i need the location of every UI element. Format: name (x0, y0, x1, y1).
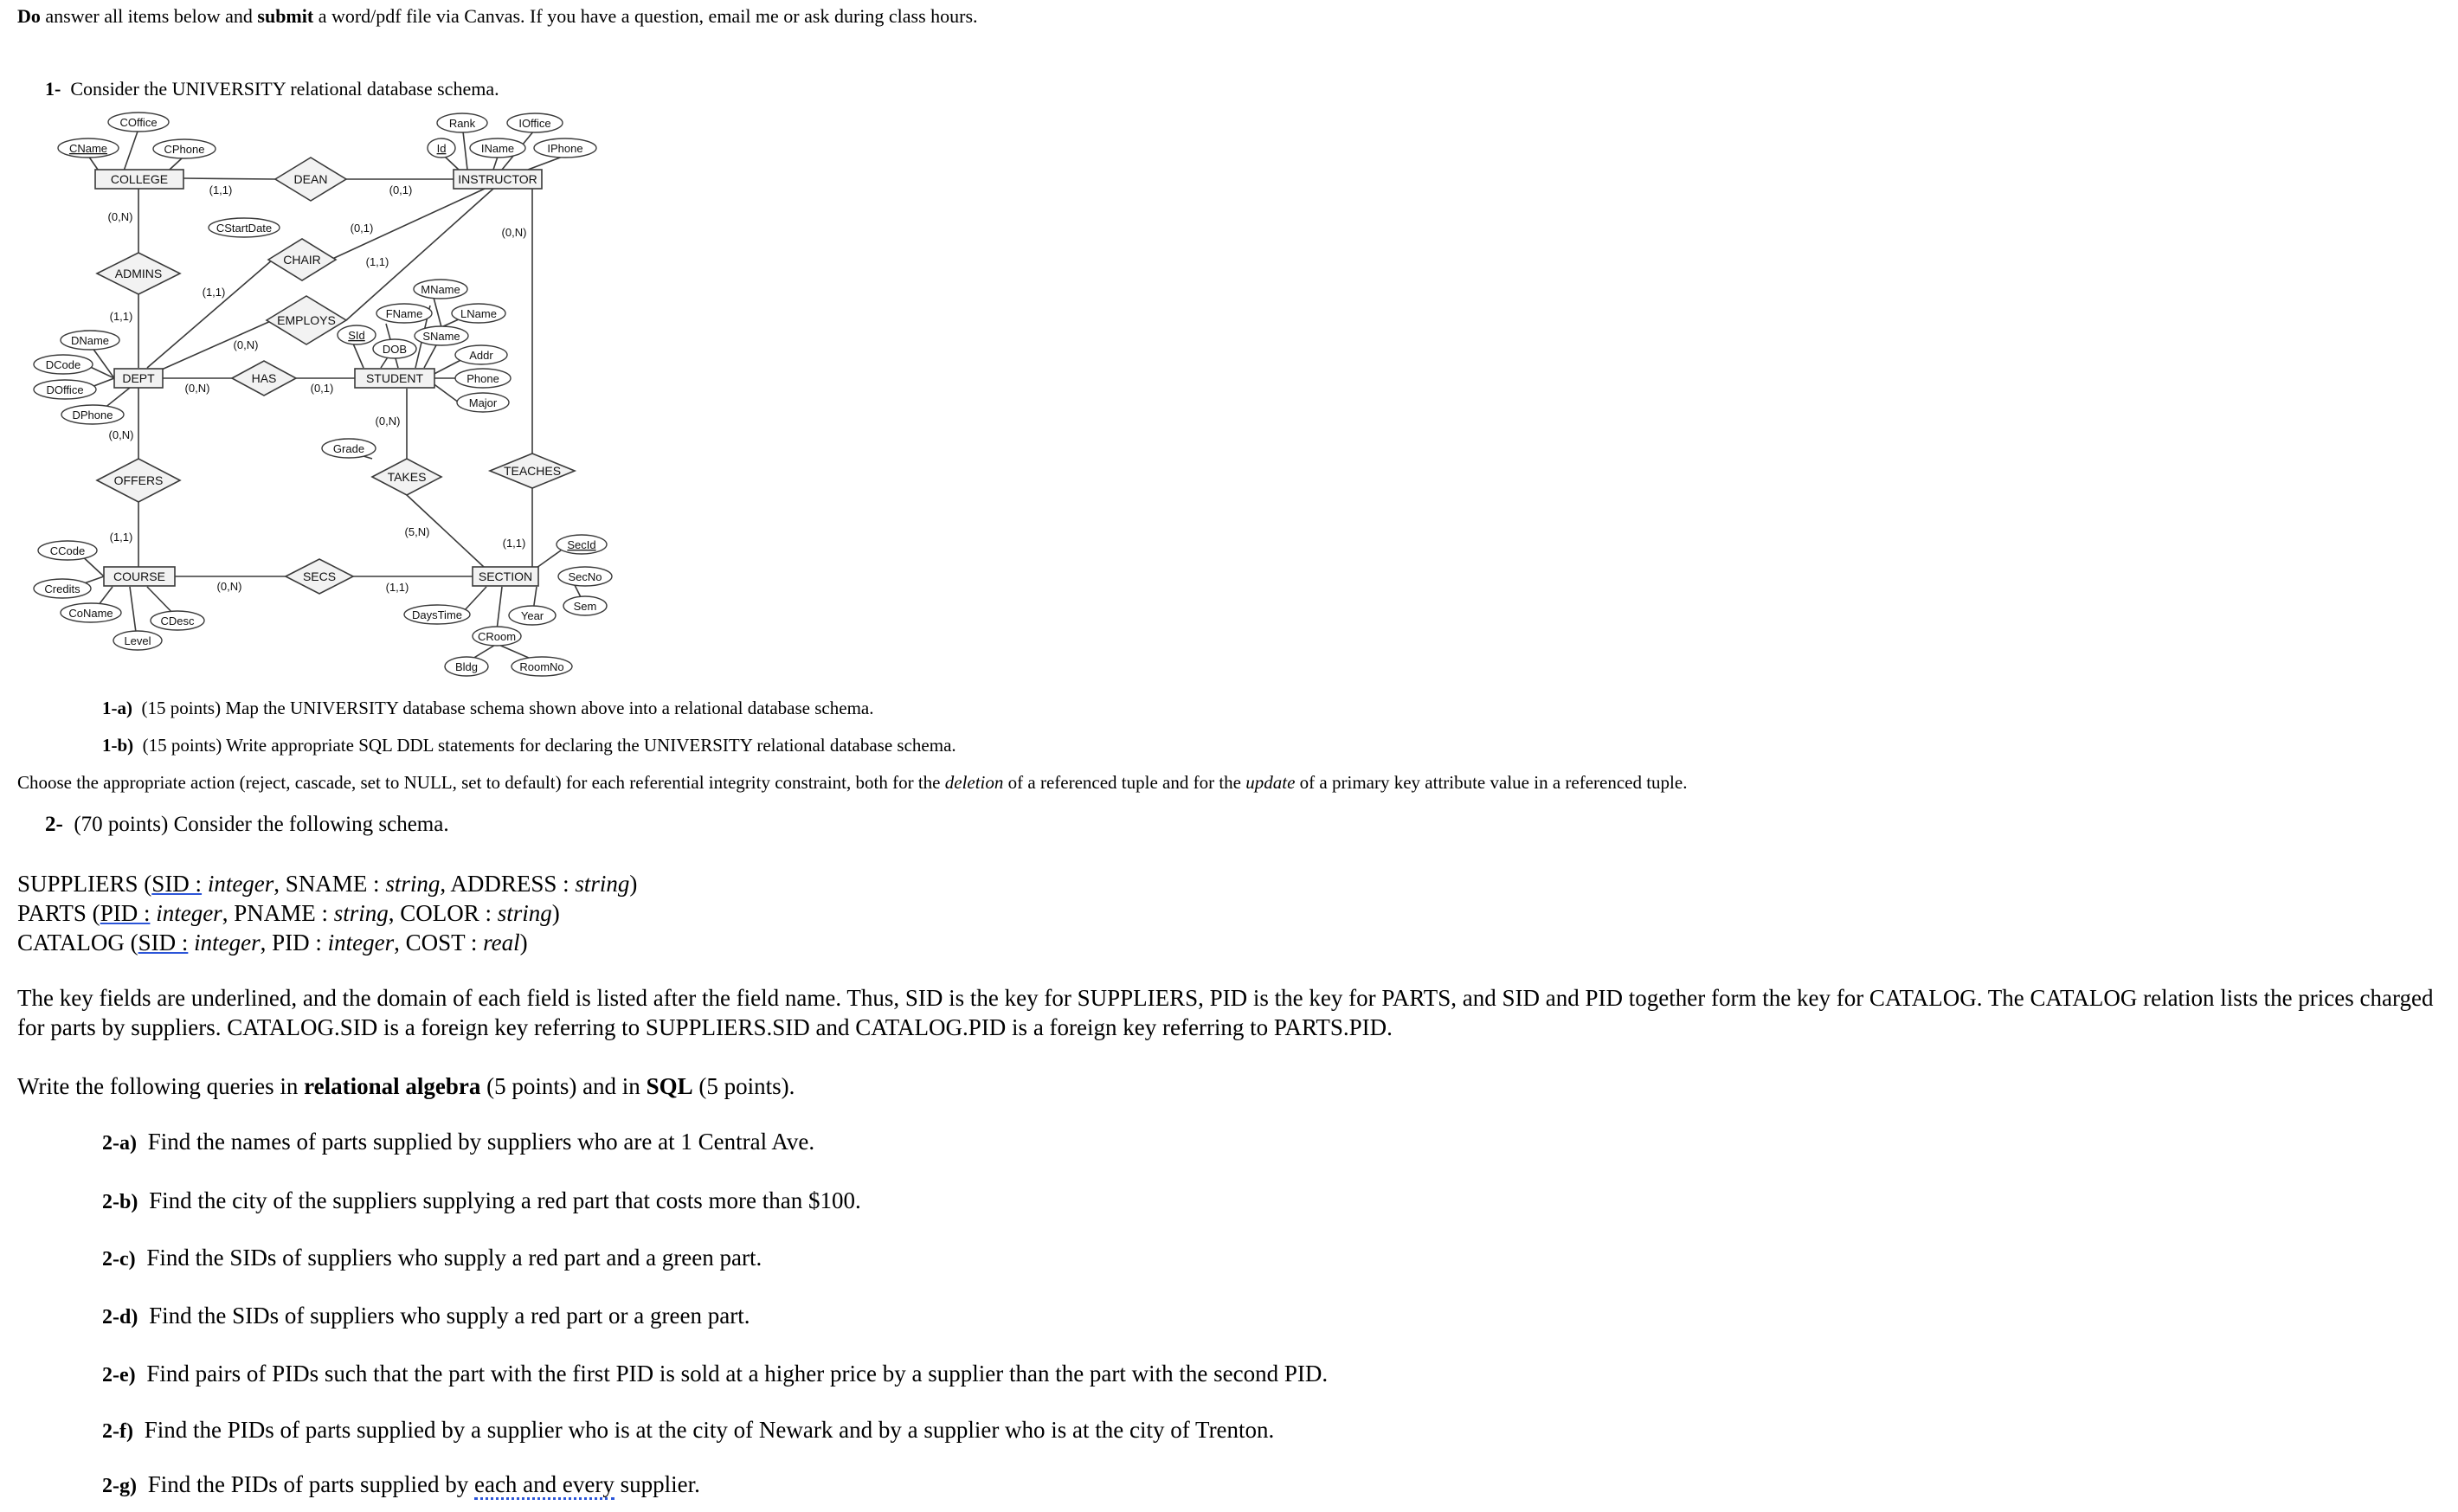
write-sql: SQL (646, 1073, 693, 1099)
schema-field: , ADDRESS : (440, 871, 576, 897)
q1-choose-action (17, 769, 1687, 796)
rel-takes: TAKES (387, 470, 427, 484)
card-course-secs: (0,N) (216, 580, 242, 593)
schema-type: string (497, 900, 552, 926)
rel-offers: OFFERS (113, 473, 164, 487)
intro-text-1: answer all items below and (40, 5, 258, 27)
intro-text-2: a word/pdf file via Canvas. If you have a question, email me or ask during class hours. (313, 5, 978, 27)
schema-type: real (483, 930, 520, 955)
q2-write-instruction (17, 1071, 795, 1101)
schema-type: string (575, 871, 630, 897)
q2d (102, 1301, 750, 1332)
schema-type: string (333, 900, 389, 926)
card-admins-dept: (1,1) (109, 310, 133, 323)
q2g-each-and-every: each and every (474, 1471, 614, 1500)
entity-section: SECTION (478, 569, 533, 583)
entity-college: COLLEGE (110, 172, 169, 186)
card-instructor-employs: (1,1) (365, 255, 389, 268)
rel-chair: CHAIR (283, 253, 321, 267)
choose-deletion: deletion (944, 772, 1004, 793)
attr-iname: IName (480, 142, 515, 155)
schema-type: integer (327, 930, 395, 955)
attr-dphone: DPhone (72, 409, 113, 421)
schema-type: string (385, 871, 441, 897)
schema-key-sid: SID : (138, 930, 189, 955)
attr-rank: Rank (448, 117, 476, 130)
attr-addr: Addr (469, 349, 493, 362)
attr-credits: Credits (44, 582, 80, 595)
q1a-text: (15 points) Map the UNIVERSITY database schema shown above into a relational database schema. (141, 698, 874, 718)
attr-year: Year (520, 609, 544, 622)
q1-title-text: Consider the UNIVERSITY relational database schema. (70, 78, 499, 100)
er-diagram (26, 107, 614, 684)
schema-explanation: The key fields are underlined, and the domain of each field is listed after the field name. Thus, SID is the key for SUPPLIERS, PID is the key for PARTS, and SID and PID together form the key for CATALOG. The CATALOG relation lists the prices charged for parts by suppliers. CATALOG.SID is a foreign key referring to SUPPLIERS.SID and CATALOG.PID is a foreign key referring to PARTS.PID. (17, 985, 2434, 1040)
schema-rel-name: CATALOG ( (17, 930, 138, 955)
card-chair-dept: (1,1) (202, 286, 226, 299)
rel-teaches: TEACHES (503, 464, 562, 478)
schema-key-sid: SID : (151, 871, 203, 897)
schema-key-pid: PID : (100, 900, 151, 926)
choose-text-3: of a primary key attribute value in a referenced tuple. (1295, 772, 1688, 793)
q1a (102, 694, 873, 722)
schema-paren: ) (551, 900, 560, 926)
card-college-dean: (1,1) (209, 183, 233, 196)
attr-daystime: DaysTime (411, 608, 463, 621)
q2e-text: Find pairs of PIDs such that the part with the first PID is sold at a higher price by a supplier than the part with the second PID. (146, 1361, 1329, 1387)
q1a-label: 1-a) (102, 698, 132, 718)
attr-lname: LName (460, 307, 497, 320)
entity-course: COURSE (113, 569, 165, 583)
q2a-text: Find the names of parts supplied by suppliers who are at 1 Central Ave. (147, 1129, 815, 1155)
card-section-secs: (1,1) (385, 581, 409, 594)
rel-employs: EMPLOYS (277, 313, 336, 327)
q2f (102, 1415, 1274, 1446)
schema-rel-name: SUPPLIERS ( (17, 871, 152, 897)
schema-paren: ) (519, 930, 528, 955)
attr-sem: Sem (573, 600, 597, 613)
attr-grade: Grade (332, 442, 365, 455)
q2c (102, 1243, 762, 1274)
schema-field: , SNAME : (273, 871, 386, 897)
rel-secs: SECS (302, 569, 337, 583)
attr-secid: SecId (567, 538, 596, 551)
card-course-offers: (1,1) (109, 531, 133, 544)
attr-bldg: Bldg (454, 660, 479, 673)
q1b (102, 731, 956, 759)
q2g-label: 2-g) (102, 1475, 137, 1497)
q2b (102, 1186, 861, 1217)
attr-level: Level (124, 634, 151, 647)
attr-roomno: RoomNo (519, 660, 564, 673)
entity-instructor: INSTRUCTOR (458, 172, 537, 186)
intro-instructions (17, 2, 978, 31)
attr-iphone: IPhone (547, 142, 583, 155)
write-text-3: (5 points). (692, 1073, 795, 1099)
rel-has: HAS (251, 371, 277, 385)
attr-coname: CoName (68, 607, 113, 620)
card-dept-employs: (0,N) (233, 338, 259, 351)
attr-croom: CRoom (477, 630, 517, 643)
schema-field: , COLOR : (388, 900, 498, 926)
rel-admins: ADMINS (114, 267, 163, 280)
card-section-takes: (5,N) (404, 525, 430, 538)
q2e (102, 1359, 1328, 1390)
card-instructor-chair: (0,1) (350, 222, 374, 235)
q2-title-text: (70 points) Consider the following schema. (74, 813, 449, 836)
attr-fname: FName (385, 307, 423, 320)
schema-field: , COST : (394, 930, 484, 955)
q1-number: 1- (45, 78, 61, 100)
q2a (102, 1127, 814, 1158)
attr-cphone: CPhone (164, 143, 205, 156)
write-text-1: Write the following queries in (17, 1073, 305, 1099)
schema-suppliers (17, 869, 637, 898)
attr-dob: DOB (382, 343, 408, 356)
card-section-teaches: (1,1) (502, 537, 526, 550)
card-instructor-teaches: (0,N) (501, 226, 527, 239)
intro-do: Do (17, 5, 41, 27)
q2f-text: Find the PIDs of parts supplied by a supplier who is at the city of Newark and by a supplier who is at the city of Trenton. (144, 1417, 1275, 1443)
card-instructor-dean: (0,1) (389, 183, 413, 196)
intro-submit: submit (257, 5, 314, 27)
choose-text-2: of a referenced tuple and for the (1003, 772, 1246, 793)
q1-title (45, 74, 499, 104)
schema-type: integer (188, 930, 261, 955)
rel-dean: DEAN (293, 172, 328, 186)
choose-text-1: Choose the appropriate action (reject, cascade, set to NULL, set to default) for each referential integrity constraint, both for the (17, 772, 945, 793)
card-student-has: (0,1) (310, 382, 334, 395)
schema-field: , PID : (260, 930, 328, 955)
q1b-label: 1-b) (102, 735, 134, 756)
write-text-2: (5 points) and in (480, 1073, 647, 1099)
attr-cstartdate: CStartDate (216, 222, 273, 235)
card-college-admins: (0,N) (107, 210, 133, 223)
attr-sname: SName (422, 330, 460, 343)
attr-dcode: DCode (45, 358, 81, 371)
attr-doffice: DOffice (46, 383, 84, 396)
entity-student: STUDENT (365, 371, 424, 385)
choose-update: update (1245, 772, 1296, 793)
q2f-label: 2-f) (102, 1420, 133, 1443)
q2c-label: 2-c) (102, 1248, 136, 1271)
schema-field: , PNAME : (222, 900, 334, 926)
q1b-text: (15 points) Write appropriate SQL DDL statements for declaring the UNIVERSITY relational database schema. (142, 735, 956, 756)
attr-secno: SecNo (568, 570, 602, 583)
attr-cdesc: CDesc (160, 614, 195, 627)
attr-mname: MName (421, 283, 460, 296)
q2c-text: Find the SIDs of suppliers who supply a red part and a green part. (146, 1245, 762, 1271)
entity-dept: DEPT (122, 371, 155, 385)
schema-rel-name: PARTS ( (17, 900, 100, 926)
schema-type: integer (202, 871, 274, 897)
write-ra: relational algebra (304, 1073, 481, 1099)
q2g (102, 1470, 700, 1501)
schema-catalog (17, 928, 528, 957)
attr-sid: SId (348, 329, 365, 342)
q2d-label: 2-d) (102, 1306, 138, 1329)
q2b-text: Find the city of the suppliers supplying a red part that costs more than $100. (149, 1187, 861, 1213)
q2g-text-1: Find the PIDs of parts supplied by (147, 1471, 474, 1497)
q2d-text: Find the SIDs of suppliers who supply a red part or a green part. (149, 1303, 750, 1329)
q2b-label: 2-b) (102, 1191, 138, 1213)
card-student-takes: (0,N) (375, 415, 401, 428)
q2-number: 2- (45, 813, 63, 836)
attr-ioffice: IOffice (518, 117, 551, 130)
q2e-label: 2-e) (102, 1364, 136, 1387)
schema-parts (17, 898, 560, 928)
q2-title (45, 808, 449, 841)
attr-cname: CName (68, 142, 108, 155)
schema-paren: ) (629, 871, 638, 897)
schema-type: integer (150, 900, 222, 926)
attr-id: Id (436, 142, 447, 155)
attr-coffice: COffice (119, 116, 158, 129)
card-dept-offers: (0,N) (108, 428, 134, 441)
attr-ccode: CCode (49, 544, 86, 557)
q2g-text-2: supplier. (614, 1471, 700, 1497)
attr-dname: DName (70, 334, 110, 347)
attr-phone: Phone (467, 372, 499, 385)
q2a-label: 2-a) (102, 1132, 137, 1155)
card-dept-has: (0,N) (184, 382, 210, 395)
attr-major: Major (468, 396, 498, 409)
